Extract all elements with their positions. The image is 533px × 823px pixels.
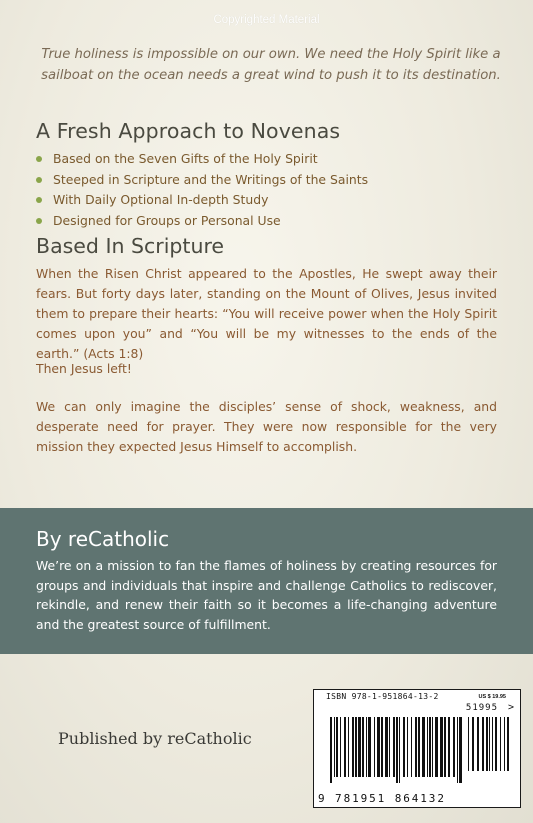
list-item-text: Designed for Groups or Personal Use: [53, 212, 281, 228]
bullet-dot-icon: [36, 218, 42, 224]
list-item: [36, 170, 368, 191]
bullet-dot-icon: [36, 177, 42, 183]
barcode-icon: [322, 701, 514, 789]
publisher-line: Published by reCatholic: [58, 729, 252, 748]
price-label: US $ 19.95: [478, 694, 506, 700]
list-item: [36, 190, 368, 211]
list-item-text: With Daily Optional In-depth Study: [53, 192, 269, 207]
scripture-paragraph-2: Then Jesus left!: [36, 361, 132, 376]
section-heading-scripture: Based In Scripture: [36, 234, 225, 258]
supplement-code: 51995: [465, 703, 498, 713]
scripture-paragraph-1: When the Risen Christ appeared to the Apostles, He swept away their fears. But forty days later, standing on the Mount of Olives, Jesus invited them to prepare their hearts: “You will receive power when the Holy Spirit comes upon you” and “You will be my witnesses to the ends of the earth.” (Acts 1:8): [36, 266, 497, 361]
supplement-arrow: >: [507, 702, 514, 713]
about-text: We’re on a mission to fan the flames of holiness by creating resources for groups and individuals that inspire and challenge Catholics to rediscover, rekindle, and renew their faith so it becomes a life-changing adventure and the greatest source of fulfillment.: [36, 558, 497, 632]
list-item-text: Based on the Seven Gifts of the Holy Spirit: [53, 151, 318, 166]
list-item: [36, 149, 368, 170]
about-heading: By reCatholic: [36, 527, 170, 551]
barcode-digits: 9 781951 864132: [318, 792, 446, 805]
list-item-text: Steeped in Scripture and the Writings of the Saints: [53, 171, 369, 187]
intro-quote: True holiness is impossible on our own. We need the Holy Spirit like a sailboat on the ocean needs a great wind to push it to its destination.: [41, 47, 501, 83]
scripture-paragraph-3: We can only imagine the disciples’ sense of shock, weakness, and desperate need for prayer. They were now responsible for the very mission they expected Jesus Himself to accomplish.: [36, 399, 497, 454]
list-item: [36, 211, 368, 232]
barcode-box: [313, 689, 521, 808]
section-heading-novenas: A Fresh Approach to Novenas: [36, 119, 341, 143]
bullet-dot-icon: [36, 197, 42, 203]
watermark: Copyrighted Material: [213, 14, 320, 26]
bullet-dot-icon: [36, 156, 42, 162]
isbn-label: ISBN 978-1-951864-13-2: [326, 692, 439, 701]
feature-list: [36, 149, 368, 231]
